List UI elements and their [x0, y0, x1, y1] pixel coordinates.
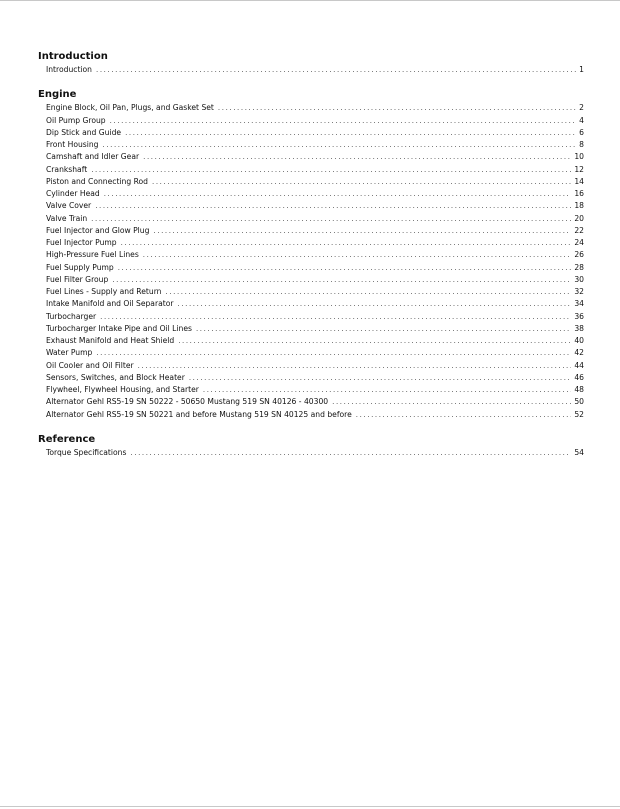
toc-entry[interactable]: [38, 225, 584, 237]
dot-leader: [96, 64, 576, 76]
toc-entry[interactable]: [38, 102, 584, 114]
toc-entry-title[interactable]: Front Housing: [46, 140, 99, 149]
dot-leader: [143, 151, 571, 163]
toc-entry[interactable]: [38, 237, 584, 249]
toc-entry-title[interactable]: Alternator Gehl RS5-19 SN 50222 - 50650 Mustang 519 SN 40126 - 40300: [46, 397, 329, 407]
toc-entry[interactable]: [38, 164, 584, 176]
bottom-border-line: [0, 806, 620, 807]
toc-entry-title[interactable]: Piston and Connecting Rod: [46, 176, 148, 186]
toc-entry[interactable]: [38, 64, 584, 76]
toc-entry[interactable]: [38, 188, 584, 200]
toc-entry-page-number[interactable]: 24: [574, 238, 584, 247]
section-heading: Engine: [38, 89, 77, 101]
toc-entry-page-number[interactable]: 12: [574, 164, 584, 174]
dot-leader: [152, 176, 571, 188]
toc-entry-page-number[interactable]: 8: [579, 140, 584, 149]
toc-entry[interactable]: [38, 286, 584, 298]
toc-entry-title[interactable]: Flywheel, Flywheel Housing, and Starter: [46, 385, 199, 394]
dot-leader: [96, 347, 571, 359]
toc-entry[interactable]: [38, 372, 584, 384]
toc-entry-title[interactable]: Oil Pump Group: [46, 115, 106, 125]
toc-entry-title[interactable]: Intake Manifold and Oil Separator: [46, 299, 174, 309]
toc-entry-title[interactable]: Sensors, Switches, and Block Heater: [46, 372, 185, 382]
dot-leader: [177, 298, 571, 310]
toc-entry-page-number[interactable]: 18: [574, 201, 584, 211]
toc-entry-title[interactable]: Fuel Filter Group: [46, 274, 109, 284]
toc-entry[interactable]: [38, 200, 584, 212]
toc-entry-title[interactable]: Fuel Injector and Glow Plug: [46, 225, 150, 235]
section-heading: Introduction: [38, 51, 108, 62]
toc-entry-title[interactable]: Introduction: [46, 65, 92, 74]
toc-entry-page-number[interactable]: 4: [579, 115, 584, 125]
dot-leader: [112, 274, 571, 286]
toc-entry-page-number[interactable]: 42: [574, 348, 584, 358]
dot-leader: [118, 262, 572, 274]
toc-entry[interactable]: [38, 213, 584, 225]
dot-leader: [91, 164, 571, 176]
toc-entry[interactable]: [38, 298, 584, 310]
dot-leader: [153, 225, 571, 237]
toc-entry[interactable]: [38, 335, 584, 347]
toc-entry[interactable]: [38, 311, 584, 323]
dot-leader: [143, 249, 572, 261]
toc-entry-title[interactable]: Fuel Lines - Supply and Return: [46, 287, 162, 296]
toc-entry-page-number[interactable]: 46: [574, 372, 584, 382]
toc-entry-title[interactable]: Turbocharger: [46, 311, 97, 321]
toc-entry[interactable]: [38, 384, 584, 396]
dot-leader: [332, 396, 571, 408]
toc-entry-title[interactable]: Turbocharger Intake Pipe and Oil Lines: [46, 323, 192, 333]
table-of-contents: [38, 50, 584, 471]
toc-entry-title[interactable]: Valve Train: [46, 213, 88, 223]
dot-leader: [91, 213, 571, 225]
toc-entry[interactable]: [38, 151, 584, 163]
top-border-line: [0, 0, 620, 1]
dot-leader: [125, 127, 576, 139]
toc-entry-title[interactable]: High-Pressure Fuel Lines: [46, 250, 139, 260]
toc-entry-page-number[interactable]: 6: [579, 127, 584, 137]
toc-entry-page-number[interactable]: 48: [574, 385, 584, 394]
toc-entry-page-number[interactable]: 40: [574, 336, 584, 345]
dot-leader: [203, 384, 571, 396]
toc-entry-page-number[interactable]: 52: [574, 409, 584, 419]
section-heading: Reference: [38, 433, 96, 445]
toc-entry[interactable]: [38, 249, 584, 261]
toc-entry[interactable]: [38, 360, 584, 372]
toc-entry-title[interactable]: Torque Specifications: [46, 447, 127, 457]
toc-entry-title[interactable]: Engine Block, Oil Pan, Plugs, and Gasket Set: [46, 103, 214, 113]
toc-entry-page-number[interactable]: 38: [574, 323, 584, 333]
dot-leader: [178, 335, 571, 347]
toc-entry[interactable]: [38, 347, 584, 359]
toc-entry-title[interactable]: Valve Cover: [46, 201, 92, 211]
toc-entry[interactable]: [38, 115, 584, 127]
toc-entry[interactable]: [38, 396, 584, 408]
toc-entry[interactable]: [38, 127, 584, 139]
toc-entry-page-number[interactable]: 32: [574, 287, 584, 296]
toc-entry[interactable]: [38, 274, 584, 286]
toc-entry[interactable]: [38, 139, 584, 151]
toc-entry-page-number[interactable]: 28: [574, 262, 584, 272]
dot-leader: [103, 139, 577, 151]
toc-entry-title[interactable]: Fuel Supply Pump: [46, 262, 114, 272]
toc-section-engine: [38, 88, 584, 421]
toc-entry[interactable]: [38, 323, 584, 335]
dot-leader: [95, 200, 571, 212]
dot-leader: [138, 360, 572, 372]
toc-entry-title[interactable]: Cylinder Head: [46, 189, 100, 198]
toc-entry-page-number[interactable]: 26: [574, 250, 584, 260]
toc-entry[interactable]: [38, 176, 584, 188]
toc-entry-title[interactable]: Dip Stick and Guide: [46, 127, 122, 137]
toc-entry-page-number[interactable]: 10: [574, 152, 584, 162]
toc-entry-page-number[interactable]: 54: [574, 447, 584, 457]
dot-leader: [130, 447, 571, 459]
toc-entry-title[interactable]: Oil Cooler and Oil Filter: [46, 360, 134, 370]
toc-entry-title[interactable]: Crankshaft: [46, 164, 88, 174]
dot-leader: [356, 409, 572, 421]
dot-leader: [104, 188, 572, 200]
toc-section-reference: [38, 433, 584, 459]
toc-entry-page-number[interactable]: 16: [574, 189, 584, 198]
toc-entry-title[interactable]: Exhaust Manifold and Heat Shield: [46, 336, 175, 345]
toc-entry-page-number[interactable]: 2: [579, 103, 584, 113]
dot-leader: [110, 115, 577, 127]
toc-entry-page-number[interactable]: 22: [574, 225, 584, 235]
toc-entry-title[interactable]: Fuel Injector Pump: [46, 238, 117, 247]
toc-section-introduction: [38, 50, 584, 76]
toc-entry-page-number[interactable]: 50: [574, 397, 584, 407]
dot-leader: [100, 311, 571, 323]
dot-leader: [189, 372, 571, 384]
toc-entry-page-number[interactable]: 20: [574, 213, 584, 223]
toc-entry-page-number[interactable]: 30: [574, 274, 584, 284]
toc-entry-page-number[interactable]: 14: [574, 176, 584, 186]
toc-entry[interactable]: [38, 447, 584, 459]
toc-entry-title[interactable]: Camshaft and Idler Gear: [46, 152, 140, 162]
toc-entry[interactable]: [38, 262, 584, 274]
toc-entry-page-number[interactable]: 34: [574, 299, 584, 309]
toc-entry-page-number[interactable]: 36: [574, 311, 584, 321]
dot-leader: [121, 237, 572, 249]
toc-entry-page-number[interactable]: 44: [574, 360, 584, 370]
dot-leader: [218, 102, 576, 114]
dot-leader: [196, 323, 571, 335]
toc-entry-title[interactable]: Alternator Gehl RS5-19 SN 50221 and before Mustang 519 SN 40125 and before: [46, 409, 352, 419]
toc-entry-title[interactable]: Water Pump: [46, 348, 93, 358]
toc-entry-page-number[interactable]: 1: [579, 65, 584, 74]
toc-entry[interactable]: [38, 409, 584, 421]
dot-leader: [166, 286, 572, 298]
